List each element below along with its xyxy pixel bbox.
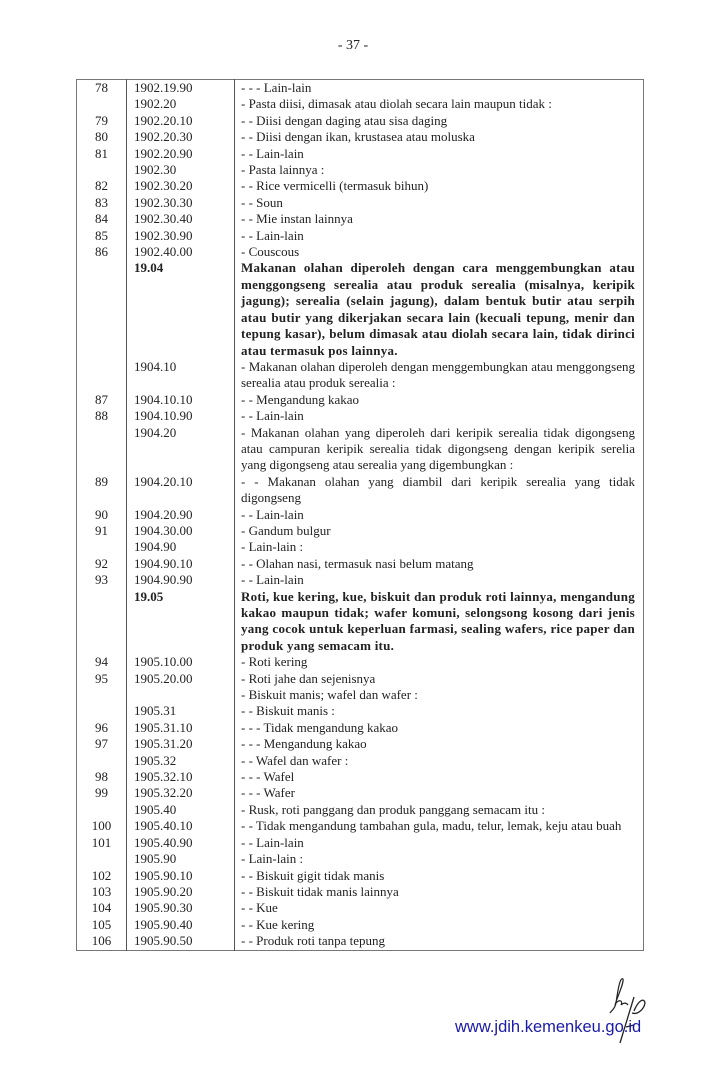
table-row (77, 835, 644, 851)
description: - - Lain-lain (241, 834, 304, 850)
table-row (77, 572, 644, 588)
description: - - Kue (241, 900, 278, 916)
hs-code: 1905.90.40 (127, 917, 235, 933)
row-number: 98 (77, 769, 127, 785)
description: - - Lain-lain (241, 506, 304, 522)
table-row (77, 785, 644, 801)
table-row (77, 589, 644, 655)
hs-code: 1905.31 (127, 703, 235, 719)
row-number (77, 687, 127, 703)
description: - - Lain-lain (241, 572, 304, 588)
row-number (77, 589, 127, 655)
table-row (77, 178, 644, 194)
description: - - - Wafer (241, 785, 295, 801)
table-row (77, 129, 644, 145)
row-number: 99 (77, 785, 127, 801)
description: - - Makanan olahan yang diambil dari keripik serealia yang tidak digongseng (241, 473, 635, 506)
description: - Couscous (241, 244, 300, 260)
hs-code: 1905.40.90 (127, 835, 235, 851)
row-number: 88 (77, 408, 127, 424)
hs-code: 1902.30.20 (127, 178, 235, 194)
table-row (77, 556, 644, 572)
description: - Makanan olahan yang diperoleh dari keripik serealia tidak digongseng atau campuran keripik serealia tidak digongseng dengan keripik serelia yang digongseng atau serealia yang digembungkan : (241, 424, 635, 473)
description: - Roti jahe dan sejenisnya (241, 670, 376, 686)
table-row (77, 802, 644, 818)
table-row (77, 195, 644, 211)
table-row (77, 113, 644, 129)
hs-code: 1904.90.90 (127, 572, 235, 588)
description: - - - Lain-lain (241, 80, 312, 95)
hs-code: 1905.32 (127, 753, 235, 769)
table-row (77, 671, 644, 687)
hs-code: 1905.31.20 (127, 736, 235, 752)
row-number: 105 (77, 917, 127, 933)
hs-code: 1905.10.00 (127, 654, 235, 670)
table-row (77, 211, 644, 227)
hs-code: 1904.20.10 (127, 474, 235, 507)
tariff-table (76, 79, 644, 951)
hs-code: 1902.30.30 (127, 195, 235, 211)
description: - - Diisi dengan daging atau sisa daging (241, 112, 448, 128)
row-number (77, 96, 127, 112)
row-number: 94 (77, 654, 127, 670)
description: - - - Wafel (241, 769, 295, 785)
description: - Biskuit manis; wafel dan wafer : (241, 687, 418, 703)
table-row (77, 736, 644, 752)
hs-code: 1902.19.90 (127, 80, 235, 97)
row-number: 80 (77, 129, 127, 145)
row-number: 96 (77, 720, 127, 736)
description: - - Biskuit manis : (241, 703, 335, 719)
row-number: 103 (77, 884, 127, 900)
description: - - Kue kering (241, 916, 315, 932)
description: - Lain-lain : (241, 539, 304, 555)
description: - - Mie instan lainnya (241, 211, 353, 227)
row-number (77, 539, 127, 555)
table-row (77, 146, 644, 162)
hs-code: 1904.90 (127, 539, 235, 555)
hs-code: 1902.20 (127, 96, 235, 112)
table-row (77, 884, 644, 900)
description: - - - Mengandung kakao (241, 736, 367, 752)
table-row (77, 851, 644, 867)
row-number: 95 (77, 671, 127, 687)
table-row (77, 96, 644, 112)
description: - Rusk, roti panggang dan produk panggang semacam itu : (241, 801, 545, 817)
table-row (77, 260, 644, 358)
description: Roti, kue kering, kue, biskuit dan produk roti lainnya, mengandung kakao maupun tidak; wafer komuni, selongsong kosong dari jenis yang cocok untuk keperluan farmasi, sealing wafers, rice paper dan produk yang semacam itu. (241, 588, 635, 653)
table-row (77, 769, 644, 785)
table-row (77, 228, 644, 244)
description: - - Tidak mengandung tambahan gula, madu, telur, lemak, keju atau buah (241, 818, 622, 834)
hs-code: 1905.90.50 (127, 933, 235, 950)
hs-code: 1902.30.90 (127, 228, 235, 244)
row-number: 84 (77, 211, 127, 227)
row-number: 79 (77, 113, 127, 129)
hs-code: 1904.20.90 (127, 507, 235, 523)
description: - Gandum bulgur (241, 522, 331, 538)
table-row (77, 244, 644, 260)
table-row (77, 507, 644, 523)
description: - - Biskuit gigit tidak manis (241, 867, 385, 883)
row-number (77, 260, 127, 358)
hs-code: 1904.30.00 (127, 523, 235, 539)
hs-code: 1902.40.00 (127, 244, 235, 260)
table-row (77, 703, 644, 719)
table-row (77, 917, 644, 933)
row-number (77, 703, 127, 719)
signature-initials (590, 975, 670, 1050)
hs-code: 1902.30.40 (127, 211, 235, 227)
hs-code: 1905.40 (127, 802, 235, 818)
table-row (77, 408, 644, 424)
row-number: 101 (77, 835, 127, 851)
hs-code: 1905.90.30 (127, 900, 235, 916)
row-number (77, 359, 127, 392)
page-number: - 37 - (337, 38, 369, 53)
row-number: 89 (77, 474, 127, 507)
row-number: 82 (77, 178, 127, 194)
row-number: 93 (77, 572, 127, 588)
row-number: 104 (77, 900, 127, 916)
description: - - Lain-lain (241, 408, 304, 424)
website-link[interactable]: www.jdih.kemenkeu.go.id (455, 1018, 642, 1036)
row-number (77, 425, 127, 474)
description: - - Lain-lain (241, 145, 304, 161)
description: - - Wafel dan wafer : (241, 752, 349, 768)
row-number: 106 (77, 933, 127, 950)
row-number: 90 (77, 507, 127, 523)
description: - - Produk roti tanpa tepung (241, 933, 386, 949)
table-row (77, 933, 644, 950)
table-row (77, 720, 644, 736)
description: - Pasta diisi, dimasak atau diolah secara lain maupun tidak : (241, 96, 552, 112)
row-number (77, 753, 127, 769)
row-number: 100 (77, 818, 127, 834)
description: - - Lain-lain (241, 227, 304, 243)
table-row (77, 539, 644, 555)
description: Makanan olahan diperoleh dengan cara menggembungkan atau menggongseng serealia atau produk serealia (misalnya, keripik jagung); serealia (selain jagung), dalam bentuk butir atau serpih atau butir yang dikerjakan secara lain (kecuali tepung, menir dan tepung kasar), belum dimasak atau diolah secara lain, tidak dirinci atau termasuk pos lainnya. (241, 260, 635, 358)
hs-code: 19.04 (127, 260, 235, 358)
row-number: 102 (77, 868, 127, 884)
hs-code: 1904.90.10 (127, 556, 235, 572)
row-number (77, 851, 127, 867)
description: - Roti kering (241, 654, 308, 670)
row-number: 91 (77, 523, 127, 539)
description: - - Diisi dengan ikan, krustasea atau moluska (241, 129, 475, 145)
hs-code: 1902.30 (127, 162, 235, 178)
hs-code: 1904.20 (127, 425, 235, 474)
row-number: 78 (77, 80, 127, 97)
hs-code: 1905.31.10 (127, 720, 235, 736)
hs-code: 1905.32.20 (127, 785, 235, 801)
table-row (77, 654, 644, 670)
hs-code: 1904.10.10 (127, 392, 235, 408)
table-row (77, 868, 644, 884)
hs-code: 1905.40.10 (127, 818, 235, 834)
hs-code: 1902.20.30 (127, 129, 235, 145)
description: - Lain-lain : (241, 851, 304, 867)
hs-code: 1905.90.20 (127, 884, 235, 900)
table-row (77, 687, 644, 703)
table-row (77, 474, 644, 507)
description: - - - Tidak mengandung kakao (241, 719, 399, 735)
hs-code: 1902.20.10 (127, 113, 235, 129)
hs-code: 1905.20.00 (127, 671, 235, 687)
hs-code: 1904.10.90 (127, 408, 235, 424)
row-number: 81 (77, 146, 127, 162)
table-row (77, 818, 644, 834)
row-number: 83 (77, 195, 127, 211)
table-row (77, 523, 644, 539)
hs-code: 1904.10 (127, 359, 235, 392)
row-number: 85 (77, 228, 127, 244)
row-number (77, 162, 127, 178)
table-row (77, 162, 644, 178)
description: - - Mengandung kakao (241, 391, 360, 407)
table-row (77, 359, 644, 392)
description: - - Rice vermicelli (termasuk bihun) (241, 178, 429, 194)
hs-code: 1902.20.90 (127, 146, 235, 162)
table-row (77, 80, 644, 97)
hs-code (127, 687, 235, 703)
hs-code: 19.05 (127, 589, 235, 655)
row-number: 97 (77, 736, 127, 752)
table-row (77, 753, 644, 769)
table-row (77, 392, 644, 408)
row-number: 92 (77, 556, 127, 572)
hs-code: 1905.90 (127, 851, 235, 867)
row-number: 87 (77, 392, 127, 408)
hs-code: 1905.90.10 (127, 868, 235, 884)
row-number (77, 802, 127, 818)
description: - - Biskuit tidak manis lainnya (241, 883, 399, 899)
description: - Pasta lainnya : (241, 162, 325, 178)
description: - Makanan olahan diperoleh dengan menggembungkan atau menggongseng serealia atau produk serealia : (241, 358, 635, 391)
description: - - Soun (241, 194, 283, 210)
table-row (77, 900, 644, 916)
row-number: 86 (77, 244, 127, 260)
table-row (77, 425, 644, 474)
hs-code: 1905.32.10 (127, 769, 235, 785)
description: - - Olahan nasi, termasuk nasi belum matang (241, 555, 474, 571)
